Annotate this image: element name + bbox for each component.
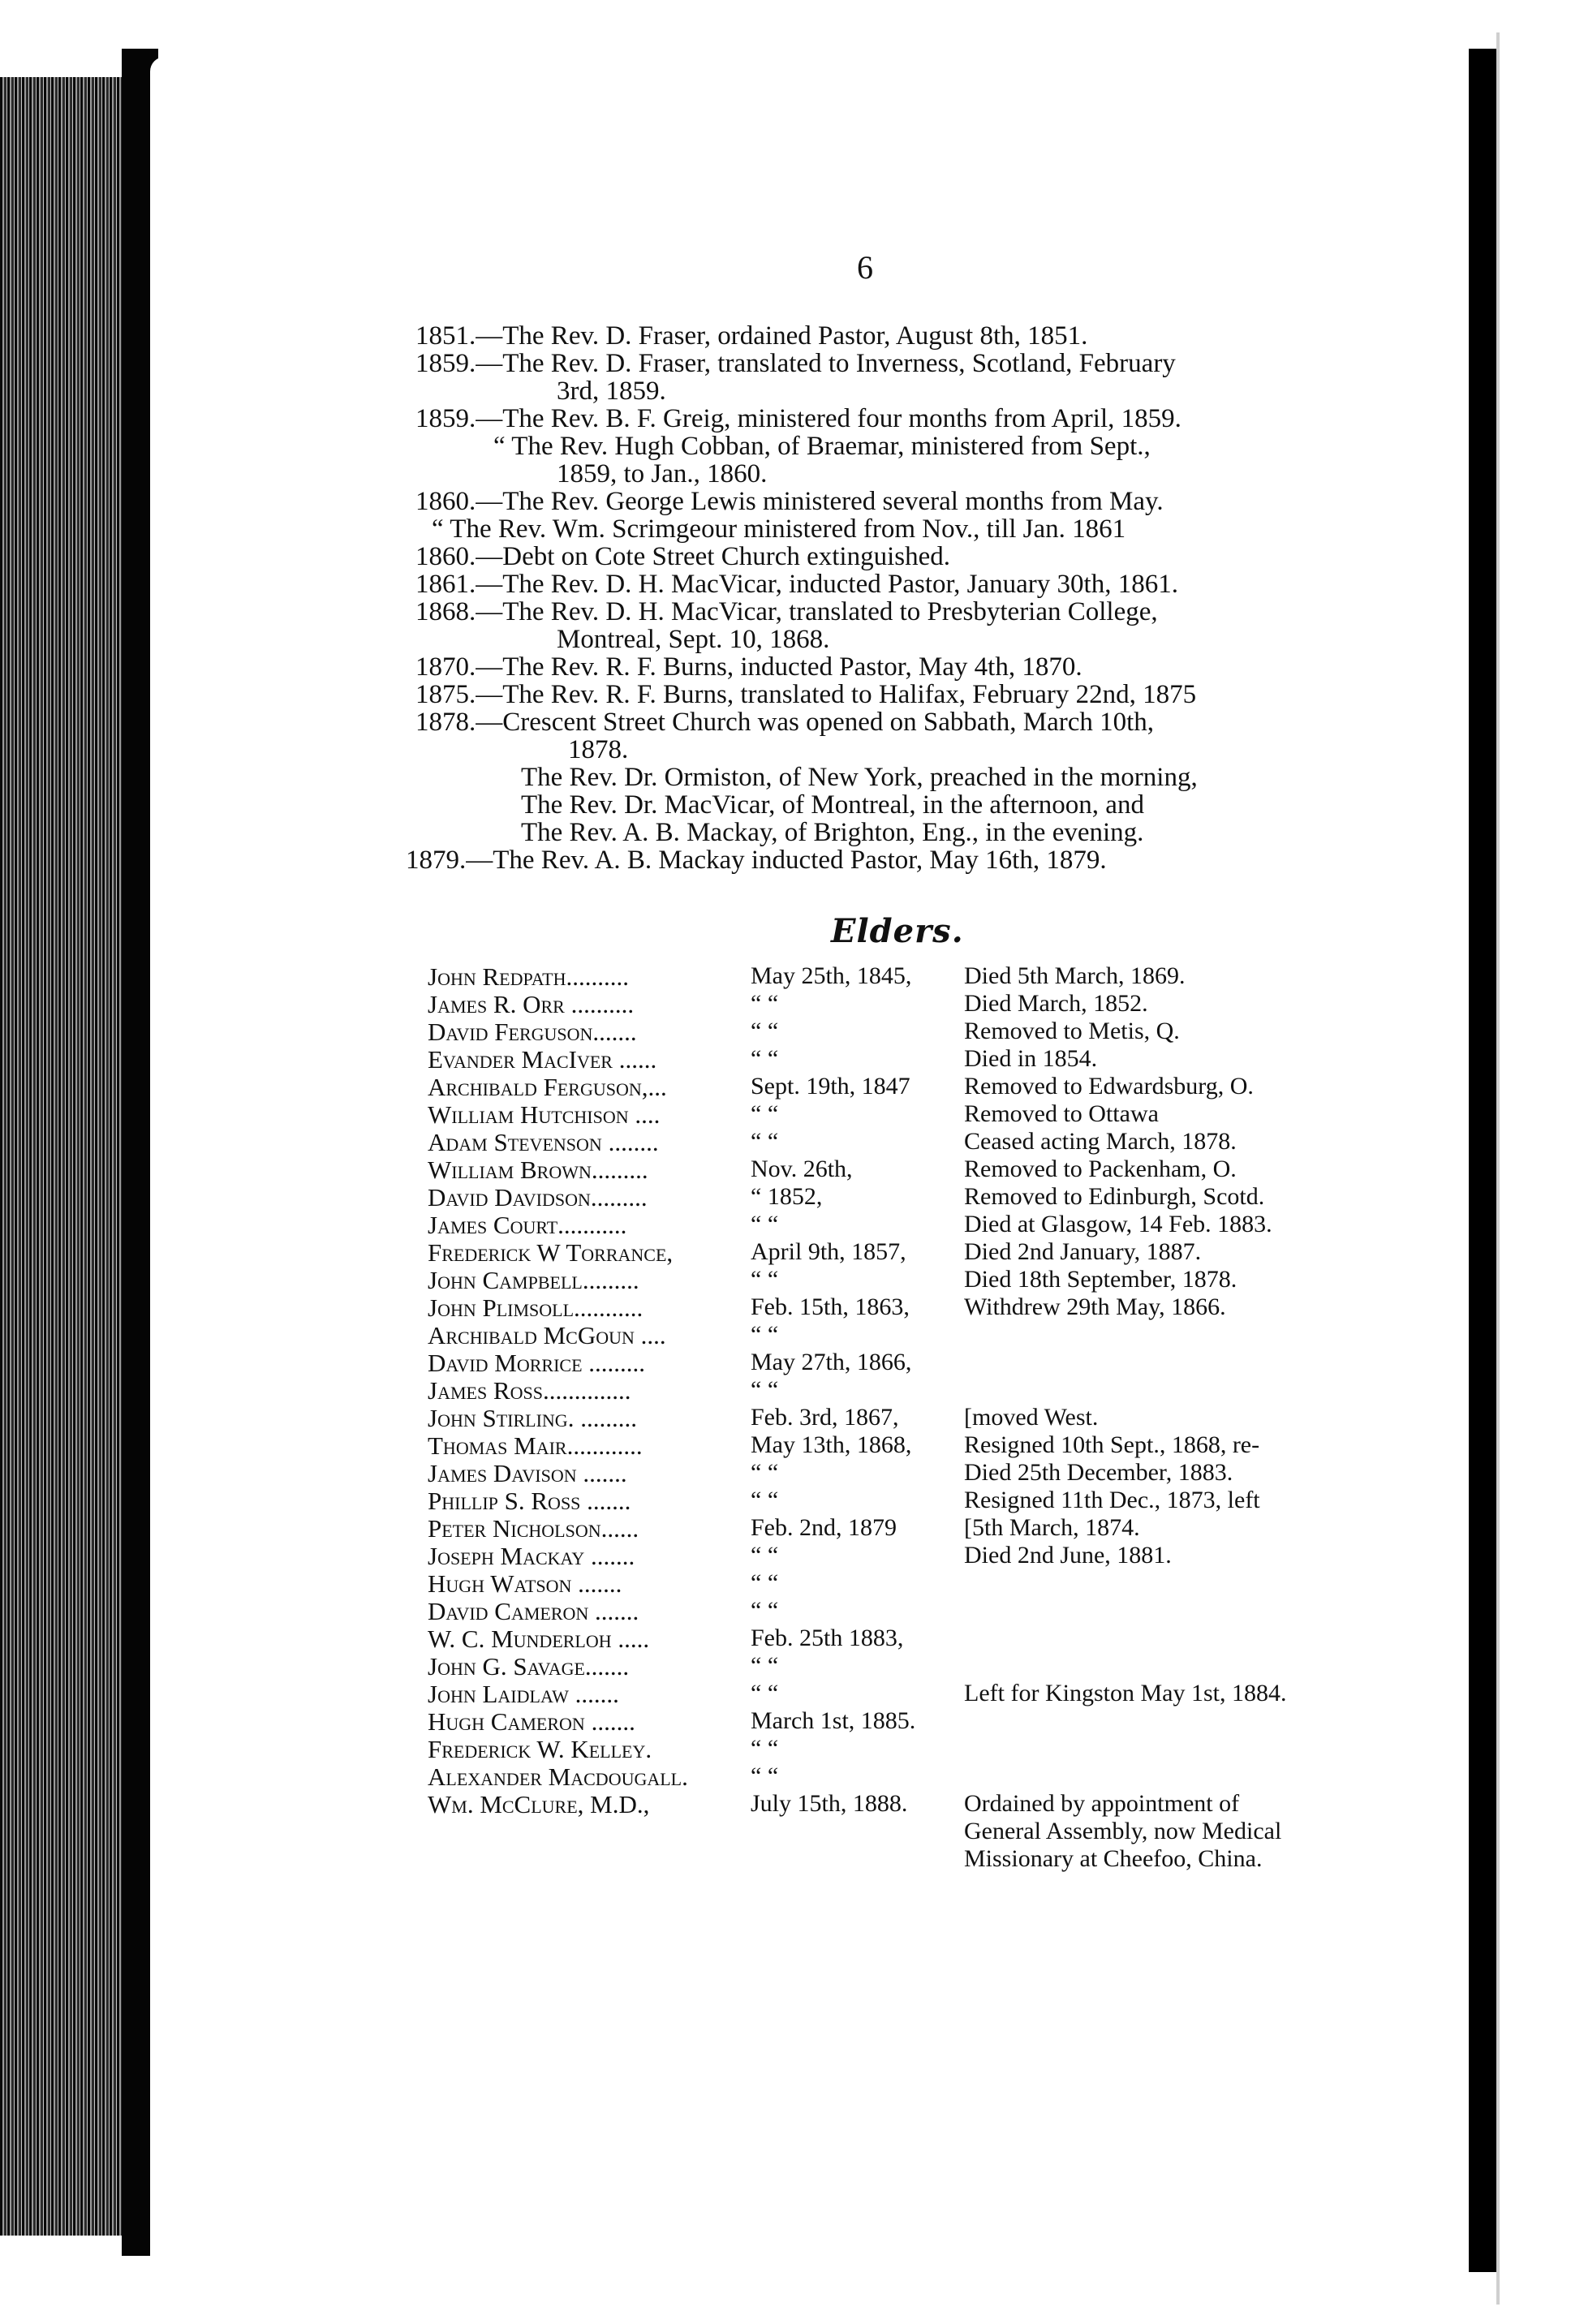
elder-date: “ “ [751,1128,779,1155]
page-gutter-bar [1469,49,1496,2272]
elder-date: “ “ [751,990,779,1017]
elder-note: Resigned 11th Dec., 1873, left [964,1487,1260,1513]
history-entry: “ The Rev. Wm. Scrimgeour ministered from Nov., till Jan. 1861 [432,514,1126,544]
history-entry: 1868.—The Rev. D. H. MacVicar, translated to Presbyterian College, [415,597,1158,626]
elder-date: Feb. 3rd, 1867, [751,1404,899,1431]
history-entry: The Rev. A. B. Mackay, of Brighton, Eng., in the evening. [521,818,1144,847]
elder-name: John Campbell......... [428,1266,639,1294]
elder-date: Feb. 2nd, 1879 [751,1514,897,1541]
history-entry: 1879.—The Rev. A. B. Mackay inducted Pastor, May 16th, 1879. [406,846,1107,875]
elder-name: John G. Savage....... [428,1652,630,1681]
elder-name: Hugh Cameron ....... [428,1707,635,1736]
elder-name: Joseph Mackay ....... [428,1542,635,1570]
elder-date: May 25th, 1845, [751,962,912,989]
elder-name: James Ross.............. [428,1376,631,1405]
elder-date: “ “ [751,1735,779,1762]
elder-date: “ “ [751,1459,779,1486]
elder-note: Removed to Edwardsburg, O. [964,1073,1254,1100]
elder-note: Died 2nd June, 1881. [964,1542,1172,1569]
history-entry: 1878. [568,735,629,764]
elder-note: Died 18th September, 1878. [964,1266,1237,1293]
elder-name: Alexander Macdougall. [428,1762,688,1791]
elder-name: John Plimsoll........... [428,1293,643,1322]
elder-note: Left for Kingston May 1st, 1884. [964,1680,1287,1706]
elder-name: Archibald Ferguson,... [428,1073,667,1101]
elder-date: Sept. 19th, 1847 [751,1073,910,1100]
elder-note: Died 25th December, 1883. [964,1459,1233,1486]
elder-date: “ “ [751,1100,779,1127]
elder-note: General Assembly, now Medical [964,1818,1282,1844]
elder-name: James R. Orr .......... [428,990,635,1018]
elder-name: John Redpath.......... [428,962,629,991]
elder-note: [moved West. [964,1404,1099,1431]
elder-date: “ “ [751,1652,779,1679]
elder-name: David Morrice ......... [428,1349,646,1377]
elder-date: Nov. 26th, [751,1156,853,1182]
elder-date: “ “ [751,1487,779,1513]
elder-name: Evander MacIver ...... [428,1045,657,1074]
history-entry: The Rev. Dr. MacVicar, of Montreal, in the afternoon, and [521,790,1144,820]
elder-date: “ “ [751,1266,779,1293]
elder-note: Removed to Edinburgh, Scotd. [964,1183,1265,1210]
elder-name: Thomas Mair............ [428,1431,643,1460]
elder-note: Removed to Metis, Q. [964,1018,1180,1044]
elder-note: Died 5th March, 1869. [964,962,1186,989]
history-entry: 3rd, 1859. [557,377,666,406]
facing-page-edge [1496,32,1571,2305]
history-entry: 1859.—The Rev. B. F. Greig, ministered four months from April, 1859. [415,404,1181,433]
elder-name: David Ferguson....... [428,1018,637,1046]
elder-date: “ “ [751,1376,779,1403]
elder-name: Hugh Watson ....... [428,1569,622,1598]
elder-note: [5th March, 1874. [964,1514,1140,1541]
elder-name: William Hutchison .... [428,1100,661,1129]
elder-date: “ “ [751,1018,779,1044]
elder-name: William Brown......... [428,1156,648,1184]
elder-date: “ “ [751,1597,779,1624]
elder-name: W. C. Munderloh ..... [428,1625,650,1653]
elder-name: James Davison ....... [428,1459,627,1487]
elder-note: Died in 1854. [964,1045,1098,1072]
elder-name: Peter Nicholson...... [428,1514,639,1543]
elder-name: Frederick W Torrance, [428,1238,674,1267]
elder-date: March 1st, 1885. [751,1707,916,1734]
elder-date: “ “ [751,1045,779,1072]
elder-note: Died at Glasgow, 14 Feb. 1883. [964,1211,1272,1237]
history-entry: 1859, to Jan., 1860. [557,459,768,488]
history-entry: 1859.—The Rev. D. Fraser, translated to Inverness, Scotland, February [415,349,1176,378]
history-entry: 1851.—The Rev. D. Fraser, ordained Pastor, August 8th, 1851. [415,321,1088,351]
elder-note: Withdrew 29th May, 1866. [964,1293,1226,1320]
elder-name: James Court........... [428,1211,627,1239]
elder-note: Ceased acting March, 1878. [964,1128,1237,1155]
elder-name: David Cameron ....... [428,1597,639,1625]
elder-name: Phillip S. Ross ....... [428,1487,631,1515]
elder-date: April 9th, 1857, [751,1238,906,1265]
elder-name: John Stirling. ......... [428,1404,637,1432]
elder-date: May 27th, 1866, [751,1349,912,1375]
page-number: 6 [857,249,873,286]
elder-name: David Davidson......... [428,1183,648,1211]
history-entry: 1870.—The Rev. R. F. Burns, inducted Pastor, May 4th, 1870. [415,652,1082,682]
elder-note: Removed to Packenham, O. [964,1156,1237,1182]
elders-heading: Elders. [831,912,964,950]
elder-note: Removed to Ottawa [964,1100,1159,1127]
history-entry: 1878.—Crescent Street Church was opened on Sabbath, March 10th, [415,708,1155,737]
elder-note: Died March, 1852. [964,990,1148,1017]
elder-date: “ “ [751,1762,779,1789]
elder-date: “ “ [751,1680,779,1706]
elder-name: Wm. McClure, M.D., [428,1790,650,1818]
elder-name: Frederick W. Kelley. [428,1735,652,1763]
elder-note: Resigned 10th Sept., 1868, re- [964,1431,1260,1458]
elder-date: Feb. 15th, 1863, [751,1293,910,1320]
elder-note: Missionary at Cheefoo, China. [964,1845,1263,1872]
elder-date: “ “ [751,1211,779,1237]
history-entry: 1875.—The Rev. R. F. Burns, translated to Halifax, February 22nd, 1875 [415,680,1197,709]
history-entry: The Rev. Dr. Ormiston, of New York, preached in the morning, [521,763,1198,792]
elder-name: John Laidlaw ....... [428,1680,619,1708]
history-entry: “ The Rev. Hugh Cobban, of Braemar, ministered from Sept., [493,432,1151,461]
elder-date: “ “ [751,1321,779,1348]
elder-note: Ordained by appointment of [964,1790,1240,1817]
history-entry: 1860.—The Rev. George Lewis ministered several months from May. [415,487,1164,516]
history-entry: Montreal, Sept. 10, 1868. [557,625,830,654]
history-entry: 1860.—Debt on Cote Street Church extinguished. [415,542,950,571]
elder-note: Died 2nd January, 1887. [964,1238,1202,1265]
elder-name: Archibald McGoun .... [428,1321,666,1349]
elder-date: Feb. 25th 1883, [751,1625,904,1651]
history-entry: 1861.—The Rev. D. H. MacVicar, inducted Pastor, January 30th, 1861. [415,570,1178,599]
elder-date: “ “ [751,1542,779,1569]
elder-date: July 15th, 1888. [751,1790,908,1817]
elder-date: May 13th, 1868, [751,1431,912,1458]
elder-name: Adam Stevenson ........ [428,1128,659,1156]
elder-date: “ “ [751,1569,779,1596]
elder-date: “ 1852, [751,1183,823,1210]
